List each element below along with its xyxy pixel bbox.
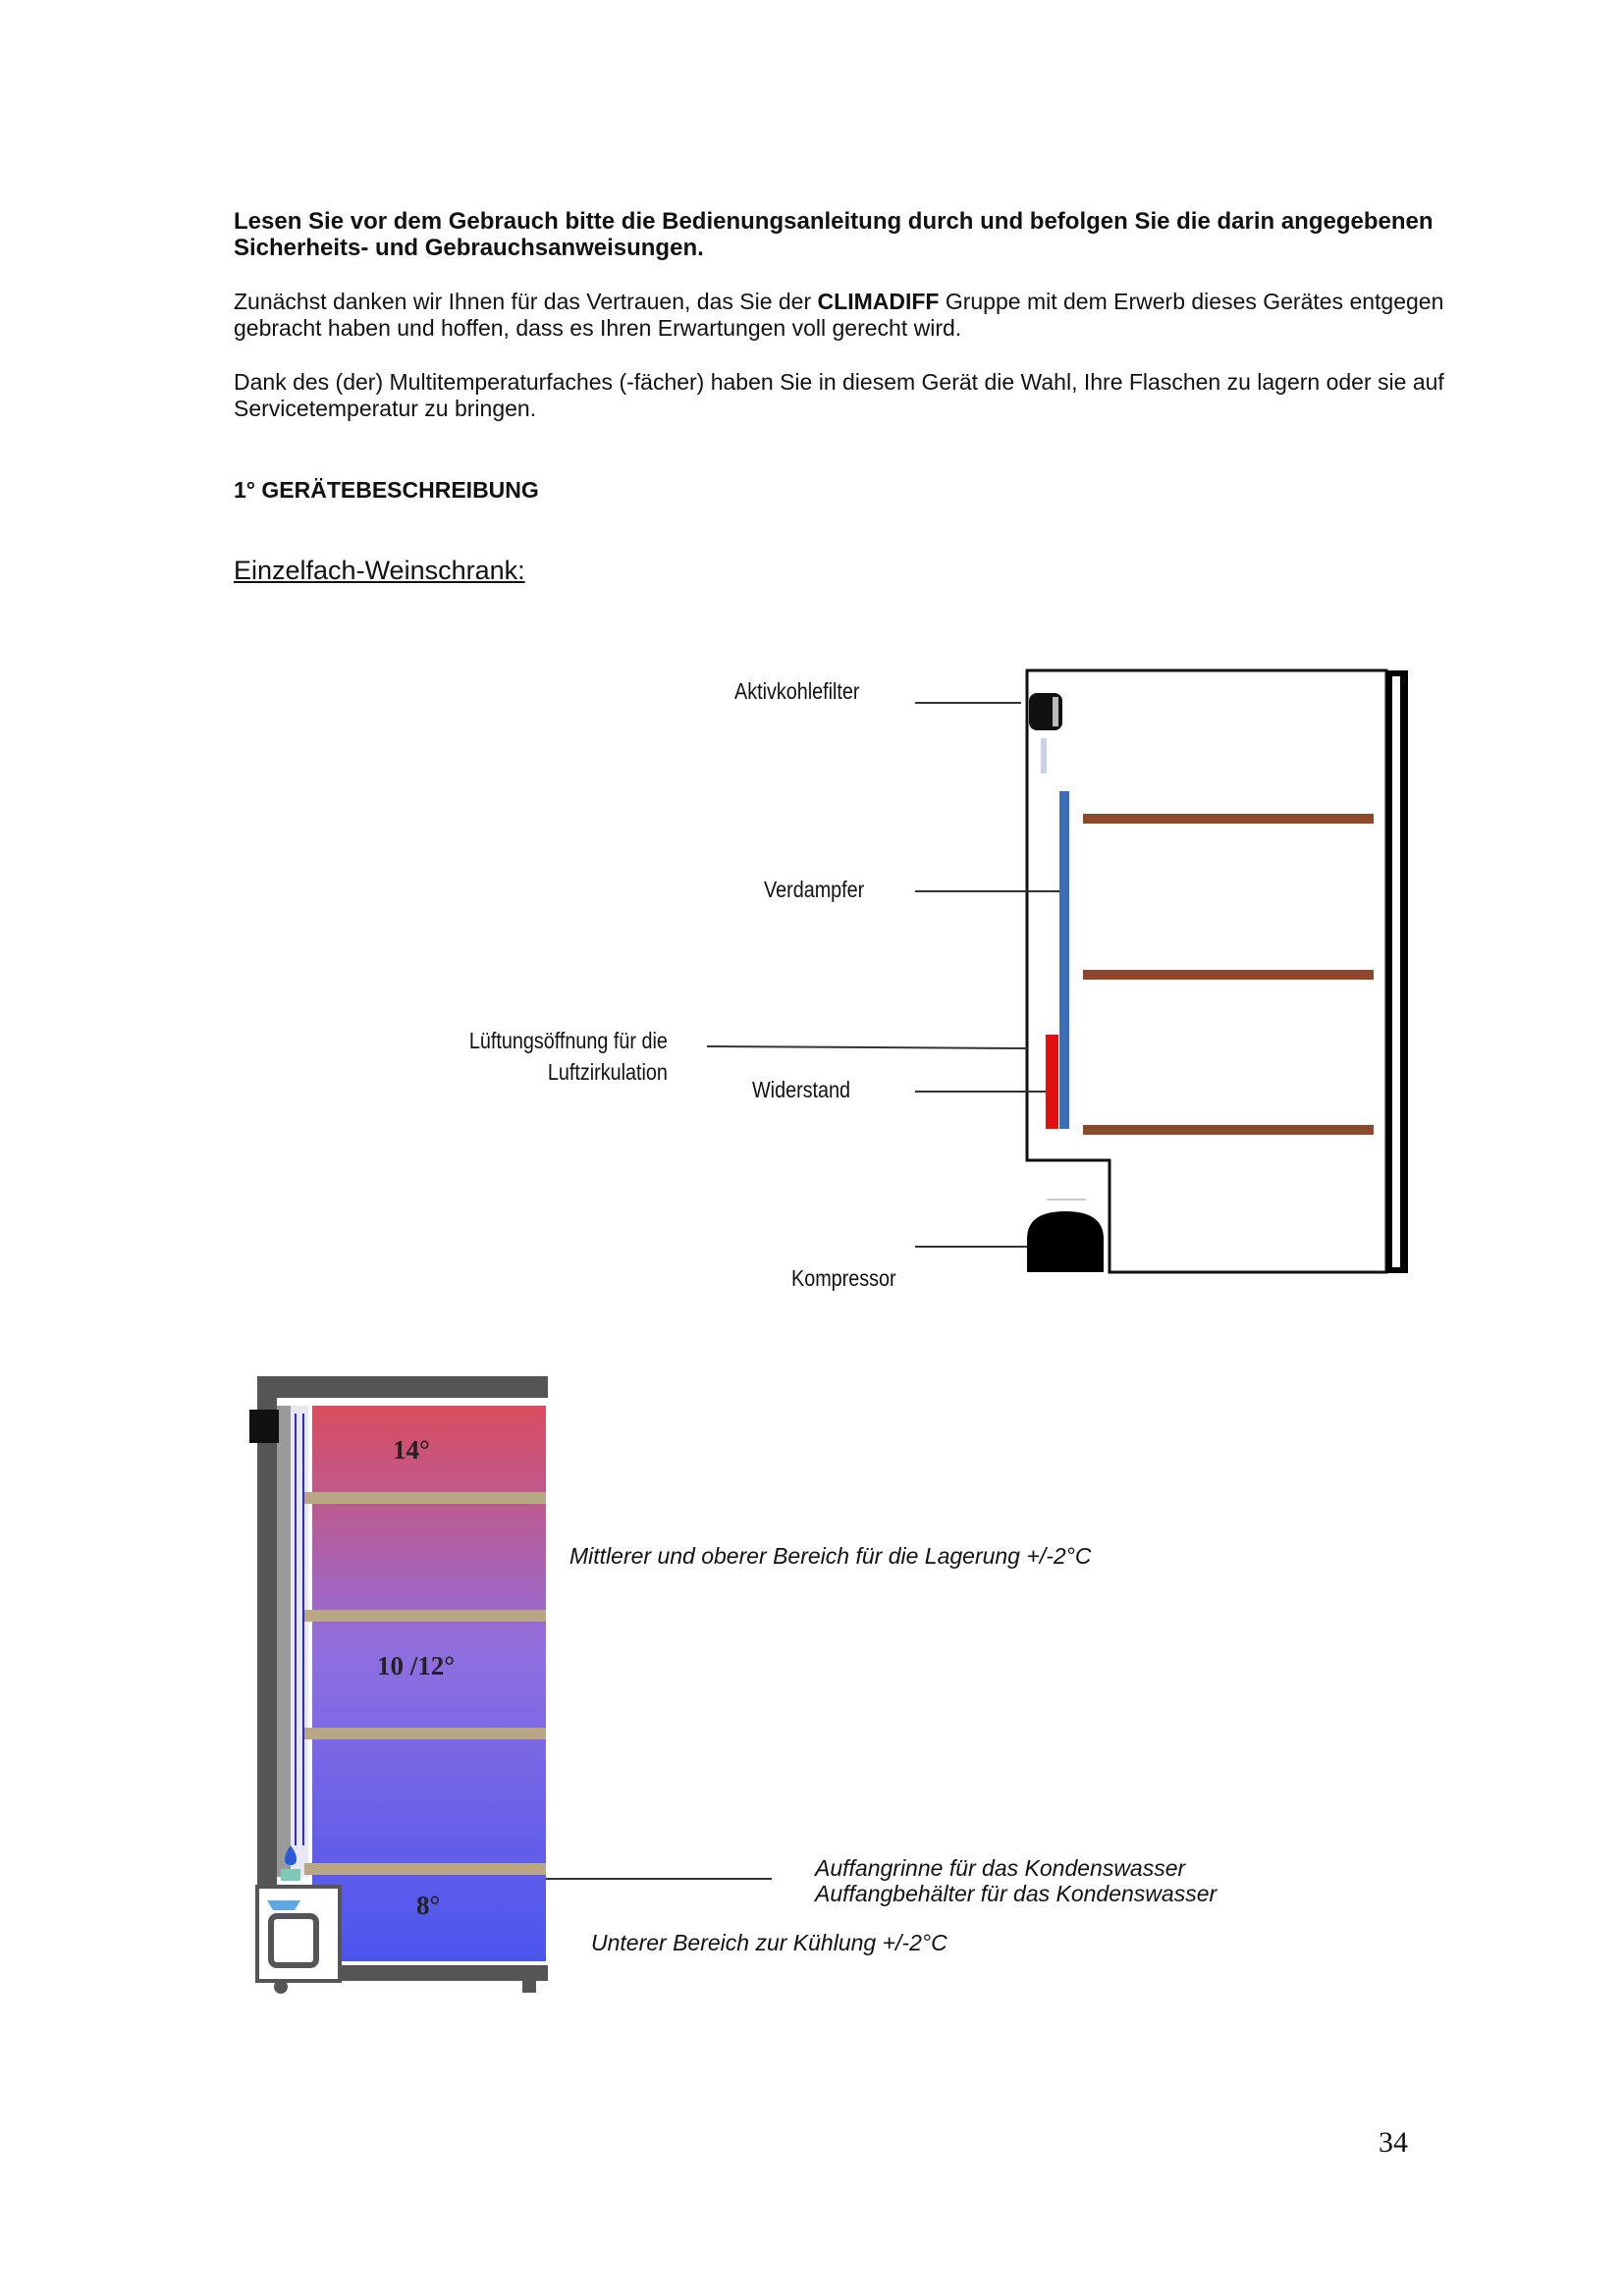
filter-icon	[249, 1410, 279, 1443]
subheading-single-zone: Einzelfach-Weinschrank:	[234, 556, 525, 585]
shelf-3	[1083, 1125, 1374, 1135]
safety-warning: Lesen Sie vor dem Gebrauch bitte die Bedienungsanleitung durch und befolgen Sie die darin angegebenen Sicherheits- und Gebrauchsanweisungen.	[234, 208, 1434, 261]
air-channel	[291, 1406, 308, 1877]
shelf-middle	[304, 1610, 546, 1622]
small-duct	[1041, 738, 1047, 774]
label-carbon-filter: Aktivkohlefilter	[734, 678, 860, 704]
intro-paragraph-multitemp: Dank des (der) Multitemperaturfaches (-fächer) haben Sie in diesem Gerät die Wahl, Ihre Flaschen zu lagern oder sie auf Servicetemperatur zu bringen.	[234, 369, 1444, 421]
label-compressor: Kompressor	[791, 1265, 896, 1291]
shelf-2	[1083, 970, 1374, 980]
label-condensate-gutter: Auffangrinne für das Kondenswasser	[815, 1855, 1186, 1881]
foot-right	[522, 1981, 536, 1993]
label-storage-zone: Mittlerer und oberer Bereich für die Lagerung +/-2°C	[569, 1543, 1092, 1569]
label-vent-line2: Luftzirkulation	[547, 1059, 668, 1085]
condensate-container-icon	[267, 1900, 300, 1910]
evaporator-icon	[1059, 791, 1069, 1129]
shelf-lower	[304, 1728, 546, 1739]
shelf-bottom	[304, 1863, 546, 1875]
brand-name: CLIMADIFF	[817, 289, 940, 314]
compressor-icon	[1027, 1211, 1104, 1272]
door-glass	[1392, 676, 1400, 1267]
zone-temp-bottom: 8°	[416, 1891, 441, 1920]
section-title: 1° GERÄTEBESCHREIBUNG	[234, 477, 539, 503]
intro-text-end: Gruppe mit dem Erwerb dieses Gerätes entgegen gebracht haben und hoffen, dass es Ihren Erwartungen voll gerecht wird.	[234, 289, 1444, 341]
resistor-icon	[1046, 1035, 1058, 1129]
shelf-top	[304, 1492, 546, 1504]
label-evaporator: Verdampfer	[764, 877, 865, 902]
shelf-1	[1083, 814, 1374, 824]
label-condensate-container: Auffangbehälter für das Kondenswasser	[815, 1881, 1218, 1906]
carbon-filter-highlight	[1053, 697, 1058, 726]
temperature-gradient-zone	[312, 1406, 546, 1961]
inner-wall	[277, 1406, 291, 1877]
label-resistor: Widerstand	[752, 1077, 851, 1102]
compressor-icon-small	[271, 1916, 316, 1965]
intro-text-start: Zunächst danken wir Ihnen für das Vertrauen, das Sie der	[234, 289, 818, 314]
label-vent-line1: Lüftungsöffnung für die	[469, 1028, 668, 1053]
label-cooling-zone: Unterer Bereich zur Kühlung +/-2°C	[591, 1930, 947, 1955]
condensate-gutter-icon	[281, 1869, 300, 1881]
leader-vent	[707, 1046, 1027, 1048]
zone-temp-top: 14°	[393, 1435, 430, 1465]
foot-left	[274, 1980, 288, 1994]
zone-temp-middle: 10 /12°	[377, 1651, 456, 1681]
multitemp-cabinet-diagram	[249, 1376, 772, 1994]
cabinet-diagram	[707, 670, 1408, 1273]
page-number: 34	[1379, 2126, 1408, 2159]
